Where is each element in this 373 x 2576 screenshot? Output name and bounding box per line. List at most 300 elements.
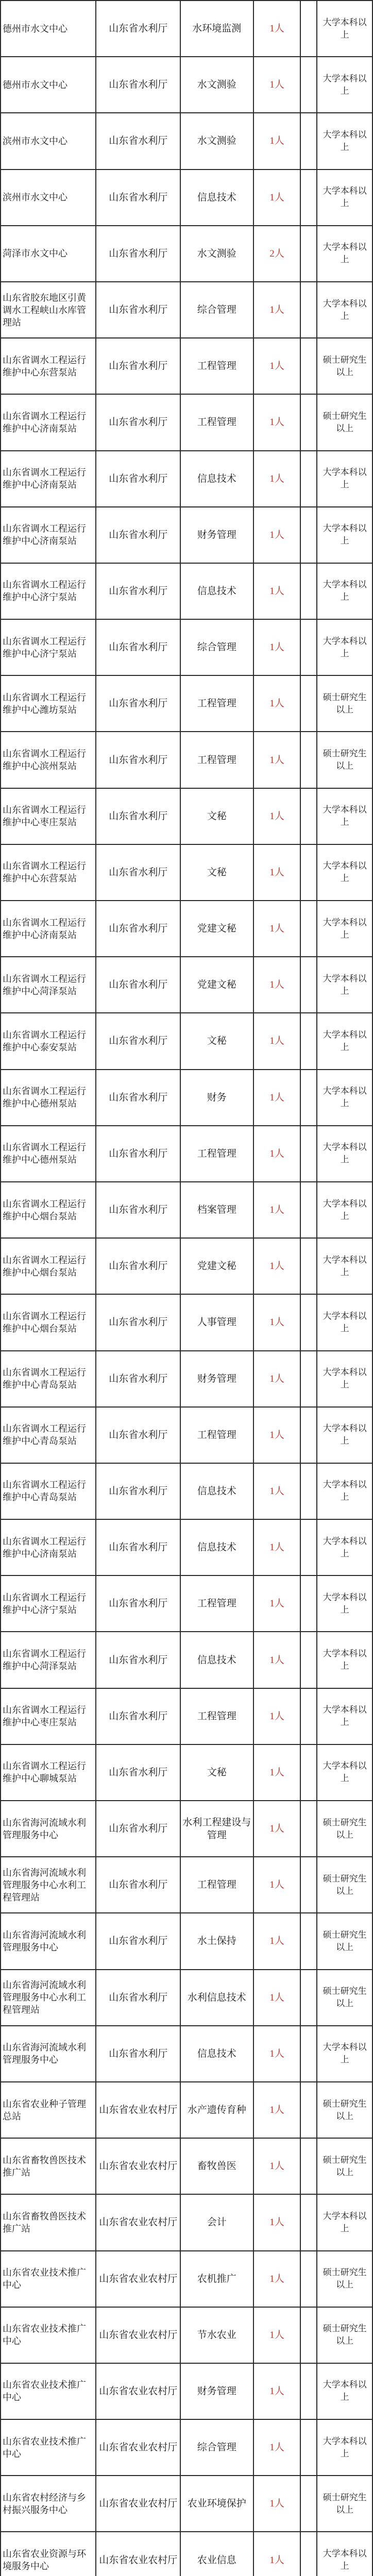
blank-cell (301, 1408, 317, 1464)
unit-cell: 山东省农业资源与环境服务中心 (1, 2532, 96, 2576)
headcount-cell: 1人 (254, 2308, 301, 2364)
headcount-cell: 1人 (254, 2195, 301, 2251)
department-cell: 山东省水利厅 (96, 57, 181, 113)
position-cell: 农机推广 (181, 2251, 254, 2308)
department-cell: 山东省水利厅 (96, 901, 181, 957)
blank-cell (301, 2195, 317, 2251)
blank-cell (301, 1857, 317, 1913)
blank-cell (301, 957, 317, 1013)
table-row (1, 1520, 373, 1576)
blank-cell (301, 2082, 317, 2139)
table-row (1, 1070, 373, 1126)
table-row (1, 1857, 373, 1913)
headcount-cell: 1人 (254, 2420, 301, 2476)
table-row (1, 1, 373, 57)
position-cell: 信息技术 (181, 2026, 254, 2082)
department-cell: 山东省水利厅 (96, 395, 181, 451)
department-cell: 山东省水利厅 (96, 564, 181, 620)
education-cell: 大学本科以上 (317, 845, 373, 901)
table-row (1, 564, 373, 620)
blank-cell (301, 2420, 317, 2476)
headcount-cell: 1人 (254, 338, 301, 395)
education-cell: 大学本科以上 (317, 2364, 373, 2420)
blank-cell (301, 338, 317, 395)
blank-cell (301, 2308, 317, 2364)
headcount-cell: 1人 (254, 2476, 301, 2532)
blank-cell (301, 2364, 317, 2420)
table-row (1, 789, 373, 845)
position-cell: 综合管理 (181, 620, 254, 676)
unit-cell: 山东省调水工程运行维护中心泰安泵站 (1, 1013, 96, 1070)
position-cell: 工程管理 (181, 1408, 254, 1464)
position-cell: 综合管理 (181, 2420, 254, 2476)
unit-cell: 山东省调水工程运行维护中心济南泵站 (1, 507, 96, 564)
blank-cell (301, 57, 317, 113)
education-cell: 大学本科以上 (317, 789, 373, 845)
department-cell: 山东省农业农村厅 (96, 2251, 181, 2308)
blank-cell (301, 732, 317, 788)
headcount-cell: 1人 (254, 620, 301, 676)
education-cell: 硕士研究生以上 (317, 676, 373, 732)
headcount-cell: 1人 (254, 1239, 301, 1295)
blank-cell (301, 1, 317, 57)
blank-cell (301, 507, 317, 564)
blank-cell (301, 113, 317, 170)
table-row (1, 1239, 373, 1295)
education-cell: 硕士研究生以上 (317, 1970, 373, 2026)
blank-cell (301, 1126, 317, 1182)
table-row (1, 2308, 373, 2364)
blank-cell (301, 1970, 317, 2026)
table-row (1, 845, 373, 901)
unit-cell: 山东省调水工程运行维护中心济南泵站 (1, 901, 96, 957)
unit-cell: 山东省调水工程运行维护中心菏泽泵站 (1, 1632, 96, 1688)
table-row (1, 2364, 373, 2420)
headcount-cell: 1人 (254, 57, 301, 113)
education-cell: 硕士研究生以上 (317, 2251, 373, 2308)
education-cell: 大学本科以上 (317, 1632, 373, 1688)
unit-cell: 滨州市水文中心 (1, 170, 96, 226)
headcount-cell: 1人 (254, 1351, 301, 1408)
education-cell: 大学本科以上 (317, 282, 373, 338)
education-cell: 大学本科以上 (317, 957, 373, 1013)
education-cell: 大学本科以上 (317, 2026, 373, 2082)
education-cell: 大学本科以上 (317, 57, 373, 113)
department-cell: 山东省水利厅 (96, 1126, 181, 1182)
position-cell: 信息技术 (181, 1632, 254, 1688)
department-cell: 山东省水利厅 (96, 1182, 181, 1239)
unit-cell: 山东省调水工程运行维护中心济南泵站 (1, 395, 96, 451)
table-row (1, 1464, 373, 1520)
position-cell: 水产遗传育种 (181, 2082, 254, 2139)
department-cell: 山东省水利厅 (96, 1689, 181, 1745)
department-cell: 山东省农业农村厅 (96, 2364, 181, 2420)
blank-cell (301, 1070, 317, 1126)
table-row (1, 113, 373, 170)
headcount-cell: 1人 (254, 2082, 301, 2139)
unit-cell: 山东省调水工程运行维护中心东营泵站 (1, 845, 96, 901)
unit-cell: 山东省调水工程运行维护中心青岛泵站 (1, 1408, 96, 1464)
department-cell: 山东省水利厅 (96, 1013, 181, 1070)
headcount-cell: 1人 (254, 2026, 301, 2082)
headcount-cell: 1人 (254, 732, 301, 788)
education-cell: 硕士研究生以上 (317, 1857, 373, 1913)
education-cell: 大学本科以上 (317, 564, 373, 620)
unit-cell: 山东省农业技术推广中心 (1, 2308, 96, 2364)
blank-cell (301, 620, 317, 676)
unit-cell: 山东省调水工程运行维护中心枣庄泵站 (1, 1689, 96, 1745)
unit-cell: 德州市水文中心 (1, 57, 96, 113)
department-cell: 山东省水利厅 (96, 620, 181, 676)
unit-cell: 山东省调水工程运行维护中心烟台泵站 (1, 1295, 96, 1351)
blank-cell (301, 1520, 317, 1576)
unit-cell: 山东省调水工程运行维护中心东营泵站 (1, 338, 96, 395)
department-cell: 山东省水利厅 (96, 1464, 181, 1520)
blank-cell (301, 1745, 317, 1801)
headcount-cell: 1人 (254, 789, 301, 845)
department-cell: 山东省水利厅 (96, 1408, 181, 1464)
unit-cell: 山东省农业种子管理总站 (1, 2082, 96, 2139)
unit-cell: 山东省调水工程运行维护中心青岛泵站 (1, 1464, 96, 1520)
position-cell: 水环境监测 (181, 1, 254, 57)
headcount-cell: 1人 (254, 282, 301, 338)
education-cell: 大学本科以上 (317, 901, 373, 957)
unit-cell: 山东省农业技术推广中心 (1, 2251, 96, 2308)
department-cell: 山东省水利厅 (96, 1745, 181, 1801)
table-row (1, 57, 373, 113)
position-cell: 畜牧兽医 (181, 2139, 254, 2195)
table-row (1, 395, 373, 451)
table-row (1, 901, 373, 957)
table-row (1, 2476, 373, 2532)
department-cell: 山东省水利厅 (96, 113, 181, 170)
department-cell: 山东省水利厅 (96, 170, 181, 226)
education-cell: 硕士研究生以上 (317, 2082, 373, 2139)
department-cell: 山东省水利厅 (96, 1970, 181, 2026)
department-cell: 山东省水利厅 (96, 1, 181, 57)
unit-cell: 山东省调水工程运行维护中心滨州泵站 (1, 732, 96, 788)
table-row (1, 1970, 373, 2026)
table-row (1, 1408, 373, 1464)
blank-cell (301, 1295, 317, 1351)
education-cell: 大学本科以上 (317, 1182, 373, 1239)
position-cell: 人事管理 (181, 1295, 254, 1351)
headcount-cell: 1人 (254, 845, 301, 901)
unit-cell: 山东省调水工程运行维护中心德州泵站 (1, 1126, 96, 1182)
department-cell: 山东省水利厅 (96, 789, 181, 845)
position-cell: 工程管理 (181, 395, 254, 451)
department-cell: 山东省水利厅 (96, 1857, 181, 1913)
blank-cell (301, 1801, 317, 1857)
table-row (1, 2139, 373, 2195)
table-row (1, 2195, 373, 2251)
headcount-cell: 1人 (254, 1970, 301, 2026)
department-cell: 山东省水利厅 (96, 451, 181, 507)
position-cell: 党建文秘 (181, 901, 254, 957)
table-row (1, 1126, 373, 1182)
table-row (1, 282, 373, 338)
headcount-cell: 1人 (254, 1632, 301, 1688)
table-row (1, 507, 373, 564)
education-cell: 硕士研究生以上 (317, 2476, 373, 2532)
unit-cell: 山东省调水工程运行维护中心青岛泵站 (1, 1351, 96, 1408)
education-cell: 硕士研究生以上 (317, 2139, 373, 2195)
education-cell: 大学本科以上 (317, 2420, 373, 2476)
education-cell: 大学本科以上 (317, 1239, 373, 1295)
unit-cell: 山东省调水工程运行维护中心聊城泵站 (1, 1745, 96, 1801)
department-cell: 山东省农业农村厅 (96, 2082, 181, 2139)
department-cell: 山东省水利厅 (96, 2026, 181, 2082)
education-cell: 硕士研究生以上 (317, 1801, 373, 1857)
position-cell: 党建文秘 (181, 1239, 254, 1295)
position-cell: 文秘 (181, 1013, 254, 1070)
position-cell: 信息技术 (181, 451, 254, 507)
unit-cell: 山东省调水工程运行维护中心烟台泵站 (1, 1239, 96, 1295)
education-cell: 大学本科以上 (317, 451, 373, 507)
headcount-cell: 1人 (254, 1, 301, 57)
table-row (1, 1182, 373, 1239)
unit-cell: 山东省调水工程运行维护中心济宁泵站 (1, 620, 96, 676)
position-cell: 工程管理 (181, 1126, 254, 1182)
headcount-cell: 1人 (254, 1182, 301, 1239)
table-row (1, 1576, 373, 1632)
headcount-cell: 1人 (254, 957, 301, 1013)
blank-cell (301, 1913, 317, 1970)
table-row (1, 957, 373, 1013)
headcount-cell: 1人 (254, 676, 301, 732)
table-row (1, 1632, 373, 1688)
unit-cell: 山东省海河流域水利管理服务中心水利工程管理站 (1, 1970, 96, 2026)
unit-cell: 山东省调水工程运行维护中心济宁泵站 (1, 564, 96, 620)
table-row (1, 1295, 373, 1351)
unit-cell: 山东省海河流域水利管理服务中心 (1, 2026, 96, 2082)
headcount-cell: 1人 (254, 1745, 301, 1801)
position-cell: 工程管理 (181, 732, 254, 788)
department-cell: 山东省水利厅 (96, 957, 181, 1013)
position-cell: 水土保持 (181, 1913, 254, 1970)
table-row (1, 2420, 373, 2476)
department-cell: 山东省水利厅 (96, 1295, 181, 1351)
headcount-cell: 1人 (254, 1408, 301, 1464)
unit-cell: 德州市水文中心 (1, 1, 96, 57)
blank-cell (301, 282, 317, 338)
unit-cell: 山东省调水工程运行维护中心德州泵站 (1, 1070, 96, 1126)
position-cell: 农业环境保护 (181, 2476, 254, 2532)
table-row (1, 2251, 373, 2308)
education-cell: 大学本科以上 (317, 1126, 373, 1182)
unit-cell: 山东省调水工程运行维护中心潍坊泵站 (1, 676, 96, 732)
headcount-cell: 1人 (254, 2251, 301, 2308)
department-cell: 山东省水利厅 (96, 1801, 181, 1857)
headcount-cell: 1人 (254, 1576, 301, 1632)
education-cell: 大学本科以上 (317, 1689, 373, 1745)
unit-cell: 山东省调水工程运行维护中心烟台泵站 (1, 1182, 96, 1239)
department-cell: 山东省水利厅 (96, 1913, 181, 1970)
department-cell: 山东省水利厅 (96, 282, 181, 338)
headcount-cell: 1人 (254, 1126, 301, 1182)
education-cell: 大学本科以上 (317, 507, 373, 564)
headcount-cell: 1人 (254, 1913, 301, 1970)
blank-cell (301, 1351, 317, 1408)
headcount-cell: 1人 (254, 2532, 301, 2576)
blank-cell (301, 1239, 317, 1295)
position-cell: 档案管理 (181, 1182, 254, 1239)
education-cell: 大学本科以上 (317, 2195, 373, 2251)
education-cell: 硕士研究生以上 (317, 395, 373, 451)
department-cell: 山东省水利厅 (96, 1239, 181, 1295)
blank-cell (301, 451, 317, 507)
education-cell: 大学本科以上 (317, 1295, 373, 1351)
table-row (1, 2532, 373, 2576)
unit-cell: 山东省农业技术推广中心 (1, 2420, 96, 2476)
position-cell: 会计 (181, 2195, 254, 2251)
table-row (1, 1351, 373, 1408)
education-cell: 大学本科以上 (317, 113, 373, 170)
position-cell: 信息技术 (181, 1520, 254, 1576)
department-cell: 山东省水利厅 (96, 1520, 181, 1576)
table-row (1, 170, 373, 226)
headcount-cell: 1人 (254, 170, 301, 226)
position-cell: 信息技术 (181, 1464, 254, 1520)
table-row (1, 732, 373, 788)
education-cell: 大学本科以上 (317, 1, 373, 57)
position-cell: 财务管理 (181, 2364, 254, 2420)
blank-cell (301, 2251, 317, 2308)
position-cell: 财务管理 (181, 507, 254, 564)
headcount-cell: 1人 (254, 1295, 301, 1351)
department-cell: 山东省水利厅 (96, 732, 181, 788)
headcount-cell: 1人 (254, 1689, 301, 1745)
blank-cell (301, 2026, 317, 2082)
unit-cell: 山东省调水工程运行维护中心济南泵站 (1, 451, 96, 507)
table-row (1, 451, 373, 507)
unit-cell: 山东省调水工程运行维护中心济宁泵站 (1, 1576, 96, 1632)
department-cell: 山东省水利厅 (96, 1632, 181, 1688)
department-cell: 山东省水利厅 (96, 1351, 181, 1408)
blank-cell (301, 1689, 317, 1745)
unit-cell: 山东省农村经济与乡村振兴服务中心 (1, 2476, 96, 2532)
unit-cell: 山东省海河流域水利管理服务中心水利工程管理站 (1, 1857, 96, 1913)
position-cell: 文秘 (181, 789, 254, 845)
table-row (1, 1745, 373, 1801)
headcount-cell: 1人 (254, 564, 301, 620)
department-cell: 山东省水利厅 (96, 338, 181, 395)
unit-cell: 山东省农业技术推广中心 (1, 2364, 96, 2420)
blank-cell (301, 1464, 317, 1520)
unit-cell: 菏泽市水文中心 (1, 226, 96, 282)
headcount-cell: 1人 (254, 507, 301, 564)
department-cell: 山东省水利厅 (96, 676, 181, 732)
education-cell: 硕士研究生以上 (317, 338, 373, 395)
position-cell: 工程管理 (181, 1689, 254, 1745)
position-cell: 财务 (181, 1070, 254, 1126)
unit-cell: 山东省调水工程运行维护中心济南泵站 (1, 1520, 96, 1576)
table-row (1, 1801, 373, 1857)
position-cell: 工程管理 (181, 676, 254, 732)
education-cell: 硕士研究生以上 (317, 2308, 373, 2364)
education-cell: 大学本科以上 (317, 1576, 373, 1632)
education-cell: 硕士研究生以上 (317, 1913, 373, 1970)
education-cell: 大学本科以上 (317, 1745, 373, 1801)
unit-cell: 山东省海河流域水利管理服务中心 (1, 1913, 96, 1970)
unit-cell: 山东省海河流域水利管理服务中心 (1, 1801, 96, 1857)
table-row (1, 2026, 373, 2082)
blank-cell (301, 901, 317, 957)
education-cell: 大学本科以上 (317, 620, 373, 676)
department-cell: 山东省水利厅 (96, 507, 181, 564)
department-cell: 山东省农业农村厅 (96, 2139, 181, 2195)
education-cell: 大学本科以上 (317, 1520, 373, 1576)
blank-cell (301, 2476, 317, 2532)
department-cell: 山东省水利厅 (96, 1070, 181, 1126)
position-cell: 水文测验 (181, 57, 254, 113)
blank-cell (301, 2139, 317, 2195)
education-cell: 大学本科以上 (317, 226, 373, 282)
position-cell: 党建文秘 (181, 957, 254, 1013)
headcount-cell: 1人 (254, 901, 301, 957)
education-cell: 大学本科以上 (317, 1408, 373, 1464)
table-row (1, 1013, 373, 1070)
table-row (1, 1913, 373, 1970)
position-cell: 工程管理 (181, 1576, 254, 1632)
position-cell: 节水农业 (181, 2308, 254, 2364)
department-cell: 山东省水利厅 (96, 226, 181, 282)
education-cell: 大学本科以上 (317, 170, 373, 226)
headcount-cell: 1人 (254, 1013, 301, 1070)
headcount-cell: 1人 (254, 1520, 301, 1576)
position-cell: 工程管理 (181, 338, 254, 395)
blank-cell (301, 226, 317, 282)
position-cell: 文秘 (181, 1745, 254, 1801)
position-cell: 农业信息 (181, 2532, 254, 2576)
position-cell: 水利工程建设与管理 (181, 1801, 254, 1857)
table-row (1, 676, 373, 732)
education-cell: 大学本科以上 (317, 1013, 373, 1070)
department-cell: 山东省农业农村厅 (96, 2420, 181, 2476)
headcount-cell: 1人 (254, 1801, 301, 1857)
headcount-cell: 1人 (254, 1070, 301, 1126)
position-cell: 水文测验 (181, 113, 254, 170)
blank-cell (301, 2532, 317, 2576)
table-row (1, 338, 373, 395)
unit-cell: 山东省畜牧兽医技术推广站 (1, 2139, 96, 2195)
position-cell: 水利信息技术 (181, 1970, 254, 2026)
blank-cell (301, 676, 317, 732)
blank-cell (301, 789, 317, 845)
unit-cell: 山东省胶东地区引黄调水工程峡山水库管理站 (1, 282, 96, 338)
department-cell: 山东省水利厅 (96, 845, 181, 901)
blank-cell (301, 1182, 317, 1239)
headcount-cell: 2人 (254, 226, 301, 282)
blank-cell (301, 564, 317, 620)
blank-cell (301, 845, 317, 901)
headcount-cell: 1人 (254, 1857, 301, 1913)
headcount-cell: 1人 (254, 2364, 301, 2420)
department-cell: 山东省水利厅 (96, 1576, 181, 1632)
department-cell: 山东省农业农村厅 (96, 2532, 181, 2576)
table-row (1, 226, 373, 282)
position-cell: 水文测验 (181, 226, 254, 282)
education-cell: 大学本科以上 (317, 1351, 373, 1408)
position-cell: 综合管理 (181, 282, 254, 338)
headcount-cell: 1人 (254, 451, 301, 507)
department-cell: 山东省农业农村厅 (96, 2195, 181, 2251)
blank-cell (301, 1576, 317, 1632)
education-cell: 大学本科以上 (317, 1070, 373, 1126)
headcount-cell: 1人 (254, 2139, 301, 2195)
education-cell: 大学本科以上 (317, 2532, 373, 2576)
position-cell: 财务管理 (181, 1351, 254, 1408)
